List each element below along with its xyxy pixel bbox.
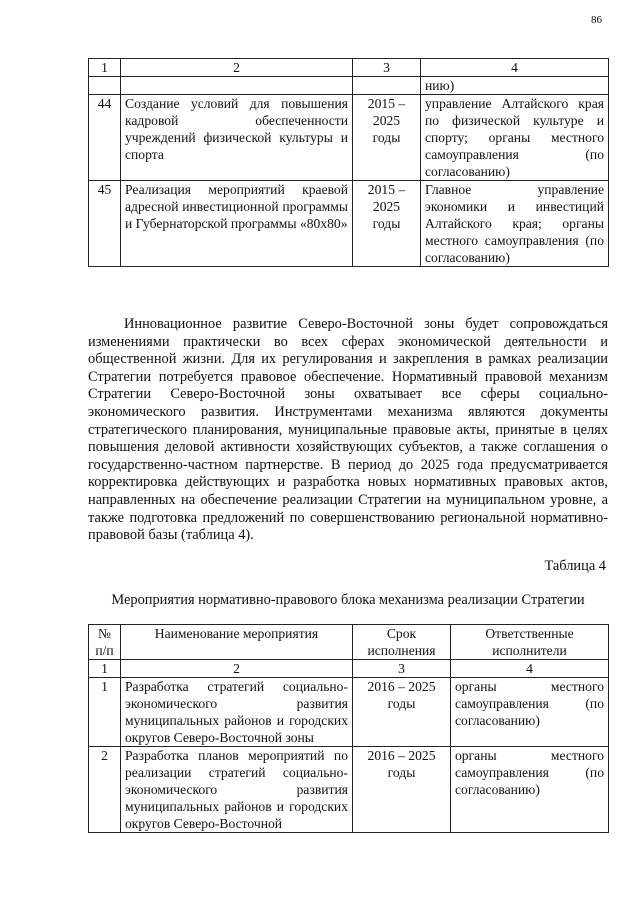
- row-number: 45: [89, 181, 121, 267]
- term-line: 2015 –: [367, 96, 406, 111]
- header-term: [353, 625, 451, 660]
- empty-cell: [121, 77, 353, 95]
- activity-name: Реализация мероприятий краевой адресной инвестиционной программы и Губернаторской программы «80х80»: [121, 181, 353, 267]
- header-line: исполнители: [492, 643, 567, 658]
- responsible: органы местного самоуправления (по согласованию): [451, 678, 609, 747]
- body-paragraph: Инновационное развитие Северо-Восточной зоны будет сопровождаться изменениями практически во всех сферах экономической деятельности и общественной жизни. Для их регулирования и закрепления в рамках реализации Стратегии потребуется правовое обеспечение. Нормативный правовой механизм Стратегии Северо-Восточной зоны охватывает все сферы социально-экономического развития. Инструментами механизма являются документы стратегического планирования, муниципальные правовые акты, принятые в целях повышения деловой активности хозяйствующих субъектов, а также соглашения о государственно-частном партнерстве. В период до 2025 года предусматривается корректировка действующих и разработка новых нормативных правовых актов, направленных на обеспечение реализации Стратегии на муниципальном уровне, а также подготовка предложений по совершенствованию региональной нормативно-правовой базы (таблица 4).: [88, 316, 608, 544]
- empty-cell: [353, 77, 421, 95]
- column-number: 1: [89, 59, 121, 77]
- term-line: 2016 – 2025: [367, 748, 436, 763]
- header-line: п/п: [95, 643, 114, 658]
- responsible: Главное управление экономики и инвестиций Алтайского края; органы местного самоуправления (по согласованию): [421, 181, 609, 267]
- table-title: Мероприятия нормативно-правового блока механизма реализации Стратегии: [111, 592, 585, 608]
- term-line: годы: [372, 130, 401, 145]
- table-row: [89, 95, 609, 181]
- column-number: 3: [353, 660, 451, 678]
- table-row: [89, 678, 609, 747]
- activity-name: Создание условий для повышения кадровой обеспеченности учреждений физической культуры и спорта: [121, 95, 353, 181]
- page-number: 86: [591, 14, 602, 26]
- column-number: 4: [451, 660, 609, 678]
- row-number: 44: [89, 95, 121, 181]
- header-number: [89, 625, 121, 660]
- table-row: [89, 747, 609, 833]
- header-responsible: [451, 625, 609, 660]
- term-line: 2025: [372, 199, 401, 214]
- table-numbering-row: [89, 660, 609, 678]
- term-line: 2016 – 2025: [367, 679, 436, 694]
- term: [353, 95, 421, 181]
- term: [353, 181, 421, 267]
- header-name: Наименование мероприятия: [121, 625, 353, 660]
- term-line: 2025: [372, 113, 401, 128]
- row-number: 1: [89, 678, 121, 747]
- table-row: [89, 77, 609, 95]
- table-header-row: [89, 625, 609, 660]
- header-line: Ответственные: [485, 626, 574, 641]
- term-line: 2015 –: [367, 182, 406, 197]
- activity-name: Разработка стратегий социально-экономического развития муниципальных районов и городских округов Северо-Восточной зоны: [121, 678, 353, 747]
- column-number: 3: [353, 59, 421, 77]
- table-continued: [88, 58, 609, 267]
- term-line: годы: [372, 216, 401, 231]
- header-line: исполнения: [367, 643, 436, 658]
- header-line: Срок: [386, 626, 417, 641]
- column-number: 4: [421, 59, 609, 77]
- table-4: [88, 624, 609, 833]
- table-row: [89, 181, 609, 267]
- table-caption: Таблица 4: [544, 558, 606, 574]
- column-number: 1: [89, 660, 121, 678]
- continuation-text: нию): [421, 77, 609, 95]
- table-header-row: [89, 59, 609, 77]
- header-line: №: [98, 626, 111, 641]
- term: [353, 678, 451, 747]
- column-number: 2: [121, 660, 353, 678]
- column-number: 2: [121, 59, 353, 77]
- activity-name: Разработка планов мероприятий по реализации стратегий социально-экономического развития муниципальных районов и городских округов Северо-Восточной: [121, 747, 353, 833]
- term: [353, 747, 451, 833]
- responsible: управление Алтайского края по физической культуре и спорту; органы местного самоуправления (по согласованию): [421, 95, 609, 181]
- term-line: годы: [387, 765, 416, 780]
- term-line: годы: [387, 696, 416, 711]
- row-number: 2: [89, 747, 121, 833]
- empty-cell: [89, 77, 121, 95]
- responsible: органы местного самоуправления (по согласованию): [451, 747, 609, 833]
